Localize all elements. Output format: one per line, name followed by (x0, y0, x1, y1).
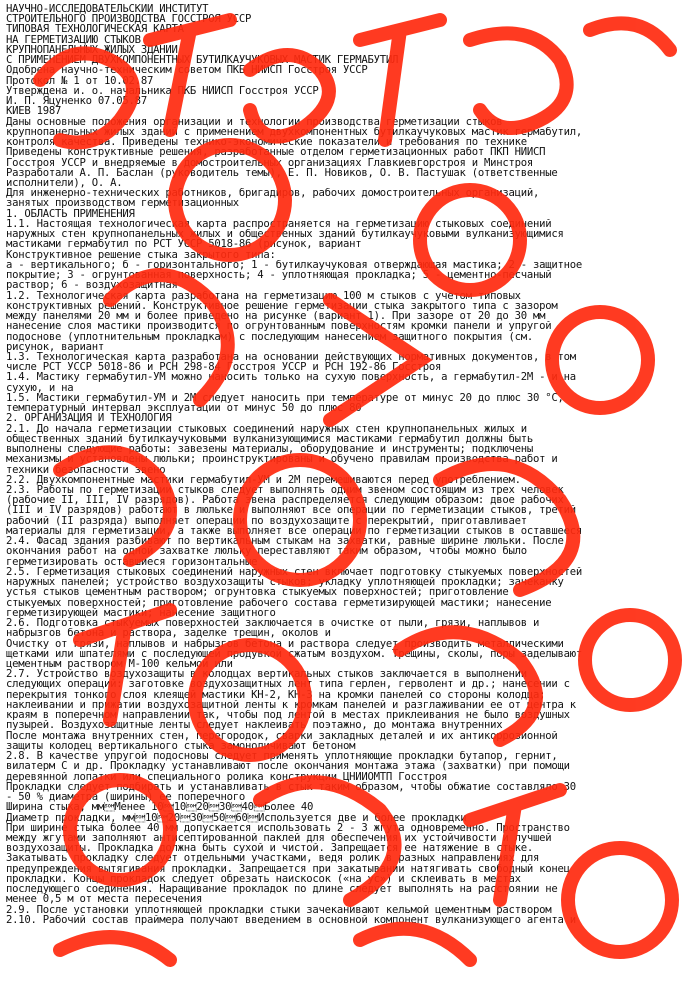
document-body (6, 4, 696, 925)
text-line: материалы для герметизации, а также выполняет все операции по герметизации стыков в оставшееся (6, 525, 583, 537)
text-line: - 50 % диаметра (ширины) ее поперечного (6, 792, 245, 803)
text-line: Госстроя УССР и внедряемые в домостроительных организациях Главкиевгорстроя и Минстроя (6, 157, 534, 168)
text-line: контроля качества. Приведены технико-экономические показатели и требования по технике (6, 137, 527, 148)
text-line: СТРОИТЕЛЬНОГО ПРОИЗВОДСТВА ГОССТРОЯ УССР (6, 14, 252, 25)
text-line: Диаметр прокладки, мм1020305060Используется две и более прокладки (6, 812, 467, 823)
text-line: занятых производством герметизационных (6, 198, 239, 209)
text-line: герметизирующей мастики; нанесение защитного (6, 607, 276, 619)
text-line: ТИПОВАЯ ТЕХНОЛОГИЧЕСКАЯ КАРТА (6, 24, 184, 35)
text-line: прокладки. Концы прокладок следует обрезать наискосок («на ус») и склеивать в местах (6, 873, 521, 885)
text-line: Ширина стыка, ммМенее 1010203040Более 40 (6, 802, 314, 813)
text-line: стыкуемых поверхностей; приготовление рабочего состава герметизирующей мастики; нанесение (6, 597, 552, 608)
text-line: техники безопасности звено (6, 464, 166, 475)
text-line: Протокол № 1 от 10.02.87 (6, 75, 154, 86)
text-line: Для инженерно-технических работников, бригадиров, рабочих домостроительных организаций, (6, 188, 540, 199)
text-line: 1.5. Мастики гермабутил-УМ и 2М следует наносить при температуре от минус 20 до плюс 30 °С, (6, 392, 564, 404)
text-line: набрызгов бетона и раствора, заделке трещин, околов и (6, 628, 331, 639)
text-line: температурный интервал эксплуатации от минус 50 до плюс 80 (6, 403, 362, 414)
text-line: между панелями 20 мм и более приведено на рисунке (вариант 1). При зазоре от 20 до 30 мм (6, 311, 546, 322)
watermark-stroke (60, 937, 170, 960)
text-line: выполнены следующие работы: завезены материалы, оборудование и инструменты; подключены (6, 444, 534, 455)
text-line: вилатерм С и др. Прокладку устанавливают после окончания монтажа этажа (захватки) при помощи (6, 761, 570, 772)
text-line: (III и IV разрядов) работают в люльке и выполняют все операции по герметизации стыков, третий (6, 505, 576, 516)
text-line: нанесение слоя мастики производится по огрунтованным поверхностям кромки панели и упругой (6, 321, 552, 332)
text-line: герметизировать оставшиеся горизонтальные (6, 556, 258, 567)
text-line: исполнители), О. А. (6, 177, 123, 189)
text-line: 2.1. До начала герметизации стыковых соединений наружных стен крупнопанельных жилых и (6, 423, 527, 434)
text-line: Прокладки следует подбирать и устанавливать в стык таким образом, чтобы обжатие составляло 30 (6, 781, 576, 793)
text-line: (рабочие II, III, IV разрядов). Работа звена распределяется следующим образом: двое рабочих (6, 495, 564, 506)
text-line: 2.9. После установки уплотняющей прокладки стыки зачеканивают кельмой цементным раствором (6, 904, 552, 915)
text-line: перекрытия тонкого слоя клеящей мастики КН-2, КН-3 на кромки панелей со стороны колодца; (6, 689, 546, 700)
text-line: мастиками гермабутил по РСТ УССР 5018-86 (рисунок, вариант (6, 239, 362, 250)
text-line: следующих операций: заготовке воздухозащитных лент типа герлен, герволент и др.; нанесении с (6, 679, 570, 690)
text-line: 1.2. Технологическая карта разработана на герметизацию 100 м стыков с учетом типовых (6, 290, 521, 301)
text-line: Даны основные положения организации и технологии производства герметизации стыков (6, 116, 503, 127)
text-line: механизмы и установлены люльки; проинструктированы и обучено правилам производства работ и (6, 454, 558, 465)
text-line: Конструктивное решение стыка закрытого типа: (6, 249, 276, 260)
text-line: пузырей. Воздухозащитные ленты следует наклеивать поэтажно, до монтажа внутренних (6, 720, 503, 731)
text-line: НА ГЕРМЕТИЗАЦИЮ СТЫКОВ (6, 34, 141, 45)
text-line: рисунок, вариант (6, 341, 105, 352)
text-line: числе РСТ УССР 5018-86 и РСН 298-84 Госстроя УССР и РСН 192-86 Госстроя (6, 362, 442, 373)
text-line: 2.10. Рабочий состав праймера получают введением в основной компонент вулканизующего агента и (6, 914, 576, 926)
text-line: 2.6. Подготовка стыкуемых поверхностей заключается в очистке от пыли, грязи, наплывов и (6, 618, 540, 629)
text-line: наружных панелей; устройство воздухозащиты стыков; укладку уплотняющей прокладки; зачеканку (6, 577, 564, 588)
text-line: воздухозащиты. Прокладка должна быть сухой и чистой. Запрещается ее натяжение в стыке. (6, 843, 534, 854)
text-line: И. П. Яцуненко 07.05.87 (6, 96, 147, 107)
text-line: 2.3. Работы по герметизации стыков следует выполнять одним звеном состоящим из трех человек (6, 485, 564, 496)
text-line: наружных стен крупнопанельных жилых и общественных зданий бутилкаучуковыми вулканизующимися (6, 229, 564, 240)
text-line: 1. ОБЛАСТЬ ПРИМЕНЕНИЯ (6, 208, 135, 219)
text-line: С ПРИМЕНЕНИЕМ ДВУХКОМПОНЕНТНЫХ БУТИЛКАУЧУКОВЫХ МАСТИК ГЕРМАБУТИЛ (6, 55, 399, 66)
text-line: 2.5. Герметизация стыковых соединений наружных стен включает подготовку стыкуемых поверхностей (6, 566, 583, 578)
text-line: 2. ОРГАНИЗАЦИЯ И ТЕХНОЛОГИЯ (6, 413, 172, 424)
text-line: покрытие; 3 - огрунтованная поверхность; 4 - уплотняющая прокладка; 5 - цементно-песчаный (6, 270, 552, 281)
text-line: Приведены конструктивные решения, разработанные отделом герметизационных работ ПКП НИИСП (6, 147, 546, 158)
text-line: защиты колодец вертикального стыка замоноличивают бетоном (6, 740, 356, 752)
text-line: Разработали А. П. Баслан (руководитель темы), Е. П. Новиков, О. В. Пастушак (ответственные (6, 167, 558, 178)
text-line: подоснове (уплотнительным прокладкам) с последующим нанесением защитного покрытия (см. (6, 331, 534, 342)
text-line: крупнопанельных жилых зданий с применением двухкомпонентных бутилкаучуковых мастик гермабутил, (6, 126, 583, 138)
text-line: Очистку от грязи, наплывов и набрызгов бетона и раствора следует производить металлическими (6, 638, 564, 649)
text-line: сухую, и на (6, 382, 74, 393)
text-line: устья стыков цементным раствором; огрунтовка стыкуемых поверхностей; приготовление (6, 587, 509, 598)
text-line: НАУЧНО-ИССЛЕДОВАТЕЛЬСКИЙ ИНСТИТУТ (6, 4, 209, 15)
text-line: Закатывать прокладку следует отдельными участками, ведя ролик в разных направлениях для (6, 853, 540, 864)
text-line: наклеивании и прижатии воздухозащитной ленты к кромкам панелей и разглаживании ее от центра к (6, 699, 576, 711)
text-line: менее 0,5 м от места пересечения (6, 894, 203, 905)
text-line: КРУПНОПАНЕЛЬНЫХ ЖИЛЫХ ЗДАНИЙ (6, 44, 178, 56)
text-line: КИЕВ 1987 (6, 106, 62, 117)
text-line: Одобрена научно-техническим советом ПКБ НИИСП Госстроя УССР (6, 65, 368, 76)
text-line: 2.4. Фасад здания разбивают по вертикальным стыкам на захватки, равные ширине люльки. После (6, 536, 564, 547)
text-line: 1.4. Мастику гермабутил-УМ можно наносить только на сухую поверхность, а гермабутил-2М - и на (6, 372, 576, 383)
text-line: 2.7. Устройство воздухозащиты в колодцах вертикальных стыков заключается в выполнении (6, 669, 527, 680)
text-line: последующего соединения. Наращивание прокладок по длине следует выполнять на расстоянии не (6, 884, 558, 895)
text-line: 1.1. Настоящая технологическая карта распространяется на герметизацию стыковых соединений (6, 218, 552, 230)
text-line: щетками или шпателями с последующей продувкой сжатым воздухом. Трещины, сколы, поры заделывают (6, 648, 583, 659)
text-line: а - вертикального; б - горизонтального; 1 - бутилкаучуковая отверждающая мастика; 2 - защитное (6, 259, 583, 271)
text-line: предупреждения вытягивания прокладки. Запрещается при закатывании натягивать свободный конец (6, 863, 570, 874)
text-line: конструктивных решений. Конструктивное решение герметизации стыка закрытого типа с зазором (6, 300, 558, 312)
text-line: Утверждена и. о. начальника ПКБ НИИСП Госстроя УССР (6, 85, 319, 97)
text-line: 1.3. Технологическая карта разработана на основании действующих нормативных документов, в том (6, 351, 576, 363)
text-line: 2.2. Двухкомпонентные мастики гермабутил-УМ и 2М перемешиваются перед употреблением. (6, 474, 521, 486)
text-line: между жгутами заполняют антисептированной паклей для обеспечения их устойчивости и лучшей (6, 832, 552, 844)
watermark-stroke (360, 929, 470, 960)
text-line: деревянной лопатки или специального ролика конструкции ЦНИИОМТП Госстроя (6, 771, 448, 782)
text-line: раствор; 6 - воздухозащитная (6, 280, 178, 291)
text-line: окончания работ на одной захватке люльку переставляют таким образом, чтобы можно было (6, 546, 527, 557)
text-line: краям в поперечном направлении так, чтобы под лентой в местах приклеивания не было воздушных (6, 710, 570, 721)
text-line: После монтажа внутренних стен, перегородок, сварки закладных деталей и их антикоррозионной (6, 730, 558, 741)
text-line: При ширине стыка более 40 мм допускается использовать 2 - 3 жгута одновременно. Пространство (6, 822, 570, 833)
text-line: 2.8. В качестве упругой подосновы следует применять уплотняющие прокладки бутапор, гернит, (6, 751, 558, 762)
text-line: рабочий (II разряда) выполняет операции по воздухозащите с перекрытий, приготавливает (6, 515, 527, 526)
text-line: цементным раствором М-100 кельмой или (6, 659, 233, 670)
text-line: общественных зданий бутилкаучуковыми вулканизующимися мастиками гермабутил должны быть (6, 433, 534, 445)
